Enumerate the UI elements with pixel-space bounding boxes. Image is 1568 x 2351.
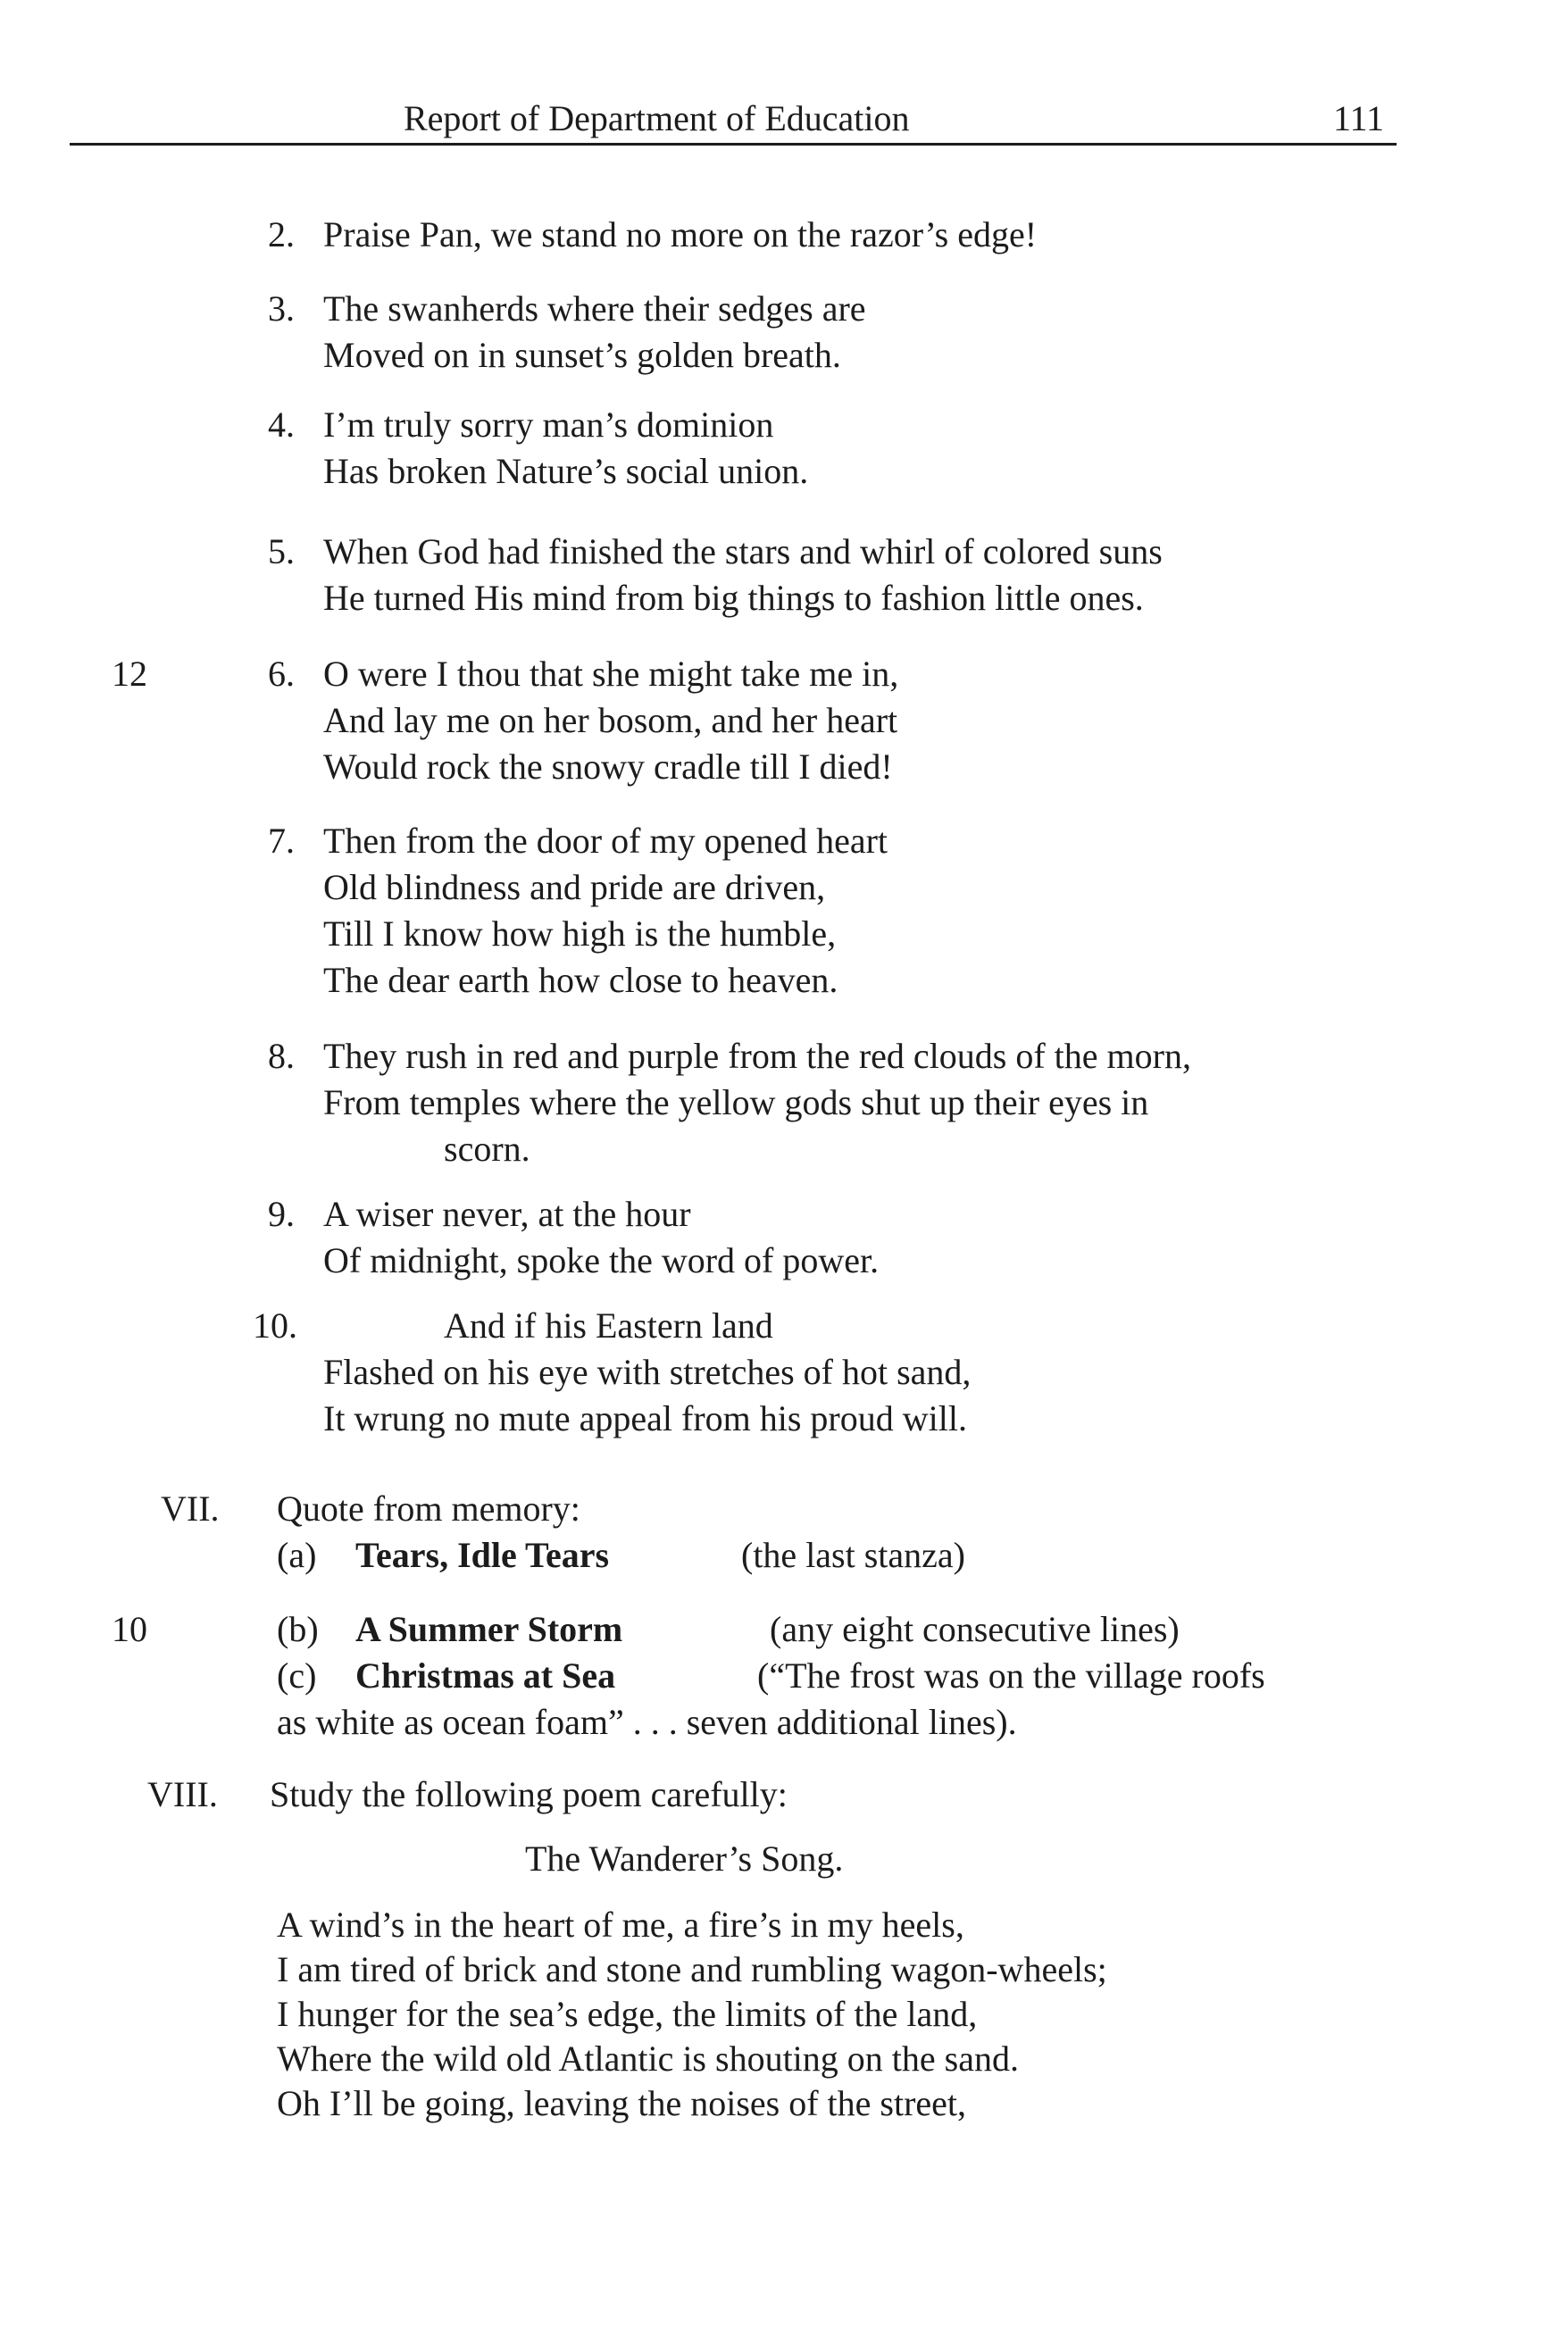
poem-line: A wind’s in the heart of me, a fire’s in my heels, xyxy=(277,1905,964,1945)
option-note: (any eight consecutive lines) xyxy=(770,1609,1180,1649)
item-number: 5. xyxy=(268,531,295,571)
item-line: Old blindness and pride are driven, xyxy=(323,867,826,907)
item-line: The dear earth how close to heaven. xyxy=(323,960,838,1000)
poem-line: I hunger for the sea’s edge, the limits of the land, xyxy=(277,1994,978,2034)
marks-value: 10 xyxy=(112,1609,147,1649)
section-numeral: VIII. xyxy=(147,1774,218,1814)
item-line: Has broken Nature’s social union. xyxy=(323,451,809,491)
section-numeral: VII. xyxy=(161,1488,220,1529)
item-number: 7. xyxy=(268,821,295,861)
item-line: Till I know how high is the humble, xyxy=(323,913,837,954)
item-line: Praise Pan, we stand no more on the razor’s edge! xyxy=(323,214,1038,254)
poem-title: A Summer Storm xyxy=(355,1609,623,1649)
item-line: O were I thou that she might take me in, xyxy=(323,654,899,694)
item-line: Moved on in sunset’s golden breath. xyxy=(323,335,841,375)
item-line: scorn. xyxy=(444,1129,530,1169)
item-line: When God had finished the stars and whirl of colored suns xyxy=(323,531,1163,571)
option-label: (b) xyxy=(277,1609,319,1649)
poem-heading: The Wanderer’s Song. xyxy=(525,1838,844,1879)
item-line: I’m truly sorry man’s dominion xyxy=(323,404,774,445)
item-line: Would rock the snowy cradle till I died! xyxy=(323,746,893,787)
item-line: Of midnight, spoke the word of power. xyxy=(323,1240,880,1280)
option-note: (the last stanza) xyxy=(741,1535,965,1575)
option-note-continued: as white as ocean foam” . . . seven additional lines). xyxy=(277,1702,1017,1742)
running-head-title: Report of Department of Education xyxy=(404,98,910,138)
item-line: And lay me on her bosom, and her heart xyxy=(323,700,898,740)
poem-line: I am tired of brick and stone and rumbling wagon-wheels; xyxy=(277,1949,1107,1989)
item-line: Then from the door of my opened heart xyxy=(323,821,888,861)
section-prompt: Quote from memory: xyxy=(277,1488,580,1529)
item-line: From temples where the yellow gods shut up their eyes in xyxy=(323,1082,1149,1122)
item-number: 9. xyxy=(268,1194,295,1234)
item-number: 4. xyxy=(268,404,295,445)
item-number: 2. xyxy=(268,214,295,254)
item-line: And if his Eastern land xyxy=(444,1305,773,1346)
item-line: A wiser never, at the hour xyxy=(323,1194,691,1234)
item-line: Flashed on his eye with stretches of hot sand, xyxy=(323,1352,972,1392)
header-rule xyxy=(70,143,1397,146)
item-line: They rush in red and purple from the red clouds of the morn, xyxy=(323,1036,1191,1076)
item-number: 8. xyxy=(268,1036,295,1076)
poem-line: Where the wild old Atlantic is shouting on the sand. xyxy=(277,2038,1019,2079)
option-label: (a) xyxy=(277,1535,317,1575)
item-line: The swanherds where their sedges are xyxy=(323,288,866,329)
item-line: He turned His mind from big things to fashion little ones. xyxy=(323,578,1144,618)
page-number: 111 xyxy=(1333,98,1385,138)
poem-title: Christmas at Sea xyxy=(355,1655,616,1696)
item-number: 6. xyxy=(268,654,295,694)
section-prompt: Study the following poem carefully: xyxy=(270,1774,788,1814)
option-label: (c) xyxy=(277,1655,317,1696)
poem-title: Tears, Idle Tears xyxy=(355,1535,610,1575)
item-number: 3. xyxy=(268,288,295,329)
poem-line: Oh I’ll be going, leaving the noises of the street, xyxy=(277,2083,967,2123)
option-note: (“The frost was on the village roofs xyxy=(757,1655,1265,1696)
item-line: It wrung no mute appeal from his proud will. xyxy=(323,1398,967,1438)
item-number: 10. xyxy=(253,1305,297,1346)
marks-value: 12 xyxy=(112,654,147,694)
